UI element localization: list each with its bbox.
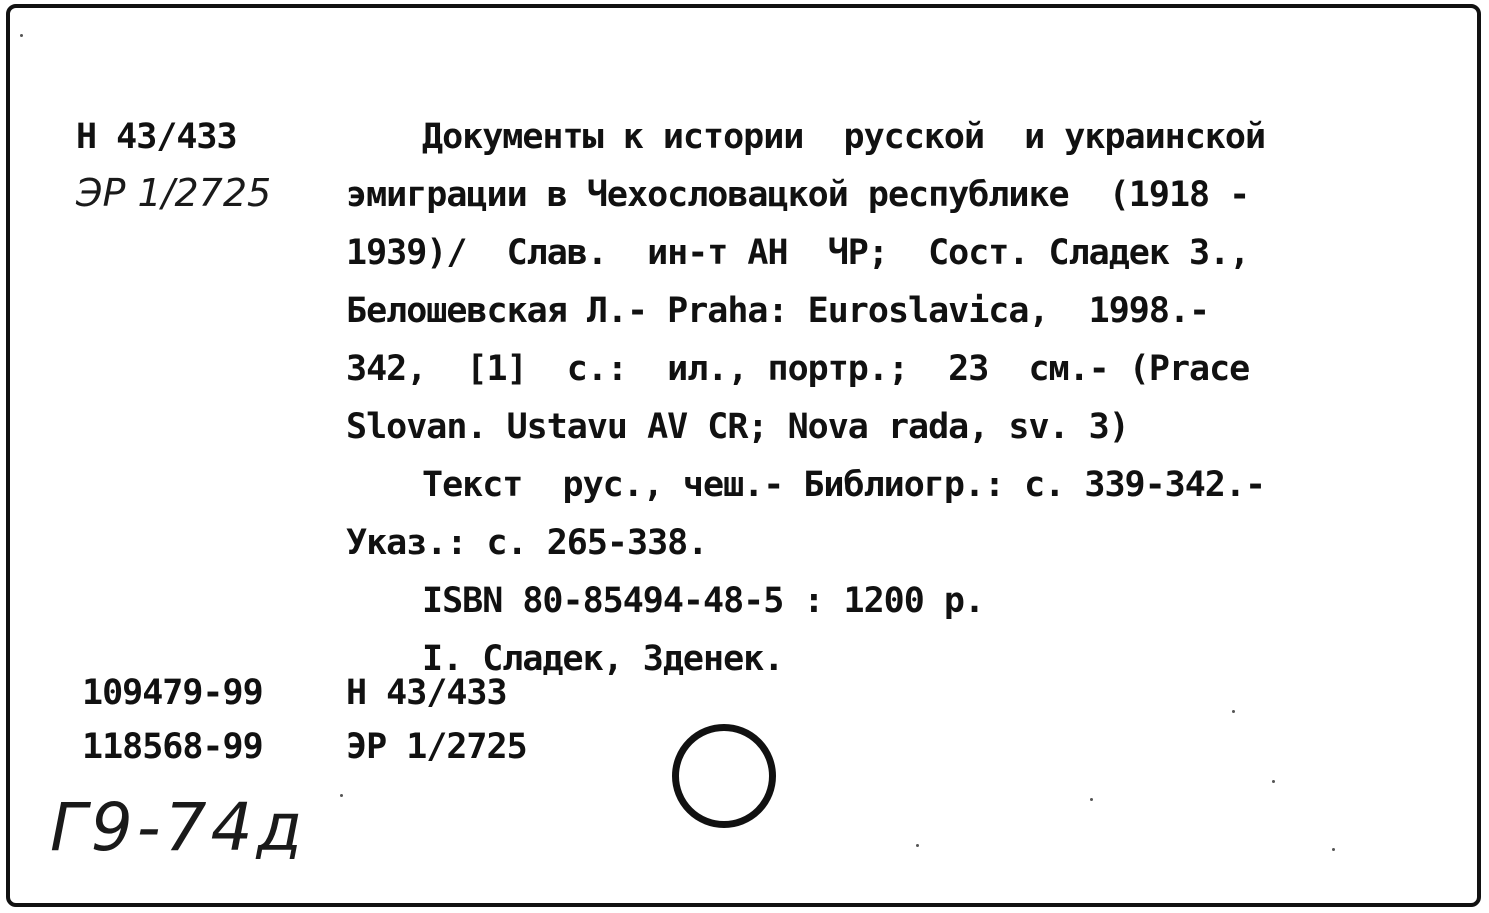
paper-speck bbox=[1332, 848, 1335, 851]
shelfmark-handwritten: ЭР 1/2725 bbox=[76, 171, 272, 215]
entry-line: Slovan. Ustavu AV CR; Nova rada, sv. 3) bbox=[346, 407, 1129, 447]
holding-inventory: 109479-99 bbox=[82, 673, 263, 713]
handwritten-note: Г9-74д bbox=[50, 789, 307, 866]
paper-speck bbox=[1090, 798, 1093, 801]
catalog-card bbox=[6, 4, 1481, 907]
paper-speck bbox=[916, 844, 919, 847]
shelfmark-printed: Н 43/433 bbox=[76, 117, 237, 157]
holding-inventory: 118568-99 bbox=[82, 727, 263, 767]
paper-speck bbox=[1272, 780, 1275, 783]
notes-line: Указ.: с. 265-338. bbox=[346, 523, 708, 563]
stamp-circle-icon bbox=[672, 724, 776, 828]
notes-line: Текст рус., чеш.- Библиогр.: с. 339-342.- bbox=[422, 465, 1266, 505]
entry-line: Документы к истории русской и украинской bbox=[422, 117, 1266, 157]
paper-speck bbox=[1232, 710, 1235, 713]
holding-shelfmark: Н 43/433 bbox=[346, 673, 507, 713]
isbn-line: ISBN 80-85494-48-5 : 1200 р. bbox=[422, 581, 985, 621]
paper-speck bbox=[20, 34, 23, 37]
bibliographic-entry bbox=[346, 108, 1446, 688]
entry-line: эмиграции в Чехословацкой республике (1918 - bbox=[346, 175, 1250, 215]
entry-line: 342, [1] с.: ил., портр.; 23 см.- (Prace bbox=[346, 349, 1250, 389]
holding-shelfmark: ЭР 1/2725 bbox=[346, 727, 527, 767]
paper-speck bbox=[340, 794, 343, 797]
entry-line: 1939)/ Слав. ин-т АН ЧР; Сост. Сладек З., bbox=[346, 233, 1250, 273]
added-entry: I. Сладек, Зденек. bbox=[422, 639, 784, 679]
entry-line: Белошевская Л.- Praha: Euroslavica, 1998.- bbox=[346, 291, 1210, 331]
